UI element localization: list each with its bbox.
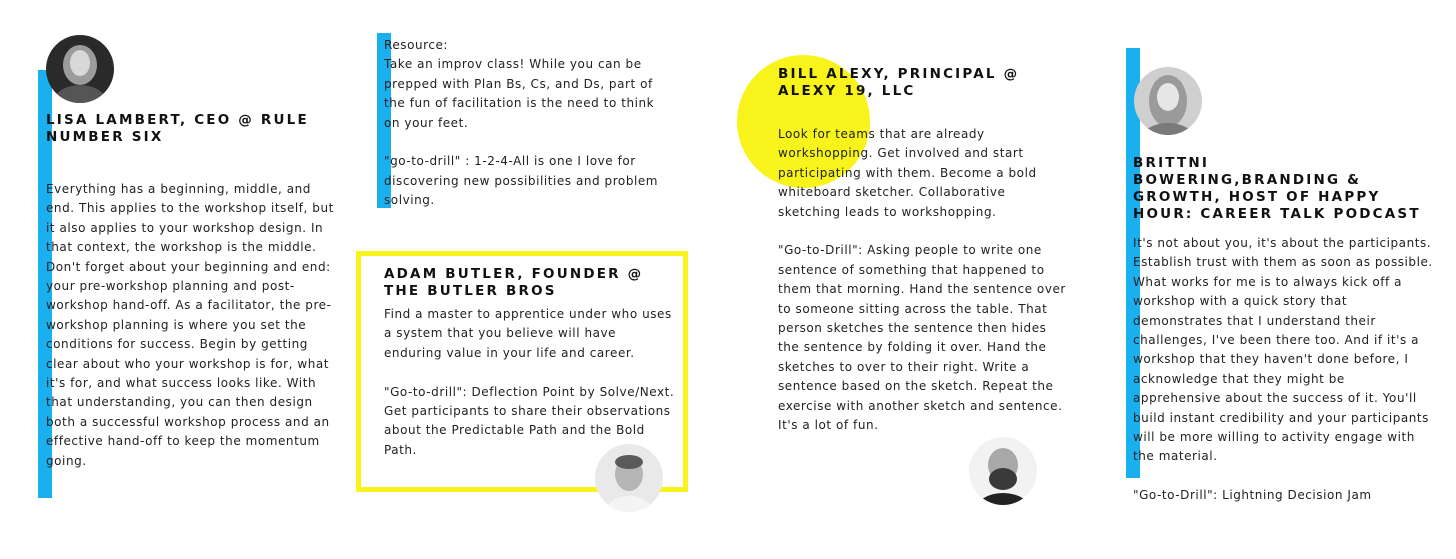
lisa-quote-text: Everything has a beginning, middle, and end. This applies to the workshop itself, but it also applies to your workshop design. In that context, the workshop is the middle. Don't forget about your beginning and end: your pre-workshop planning and post-workshop hand-off. As a facilitator, the pre-workshop planning is where you set the conditions for success. Begin by getting clear about who your workshop is for, what it's for, and what success looks like. With that understanding, you can then design both a successful workshop process and an effective hand-off to keep the momentum going. [46, 182, 334, 468]
bill-quote [778, 125, 1068, 435]
resource-text: Take an improv class! While you can be prepped with Plan Bs, Cs, and Ds, part of the fun of facilitation is the need to think on your feet. [384, 57, 655, 130]
brittni-drill: "Go-to-Drill": Lightning Decision Jam [1133, 488, 1372, 503]
adam-quote-text: Find a master to apprentice under who uses a system that you believe will have enduring value in your life and career. [384, 307, 672, 360]
adam-avatar [595, 444, 663, 512]
adam-drill: "Go-to-drill": Deflection Point by Solve/Next. Get participants to share their observations about the Predictable Path and the Bold Path. [384, 384, 675, 457]
lisa-quote [46, 180, 336, 471]
bill-drill: "Go-to-Drill": Asking people to write one sentence of something that happened to them that morning. Hand the sentence over to someone sitting across the table. That person sketches the sentence then hides the sentence by folding it over. Hand the sketches to over to their right. Write a sentence based on the sketch. Repeat the exercise with another sketch and sentence. It's a lot of fun. [778, 243, 1066, 433]
brittni-quote [1133, 234, 1433, 506]
lisa-name: LISA LAMBERT, CEO @ RULE NUMBER SIX [46, 112, 309, 145]
brittni-quote-text: It's not about you, it's about the participants. Establish trust with them as soon as possible. What works for me is to always kick off a workshop with a quick story that demonstrates that I understand their challenges, I've been there too. And if it's a workshop that they haven't done before, I acknowledge that they might be apprehensive about the success of it. You'll build instant credibility and your participants will be more willing to activity engage with the material. [1133, 236, 1433, 464]
brittni-name: BRITTNI BOWERING,BRANDING & GROWTH, HOST OF HAPPY HOUR: CAREER TALK PODCAST [1133, 155, 1421, 222]
lisa-avatar [46, 35, 114, 103]
adam-quote [384, 305, 678, 460]
bill-quote-text: Look for teams that are already workshopping. Get involved and start participating with them. Become a bold whiteboard sketcher. Collaborative sketching leads to workshopping. [778, 127, 1037, 219]
bill-photo [969, 437, 1037, 505]
brittni-photo [1134, 67, 1202, 135]
lisa-photo [46, 35, 114, 103]
bill-avatar [969, 437, 1037, 505]
adam-photo [595, 444, 663, 512]
adam-name: ADAM BUTLER, FOUNDER @ THE BUTLER BROS [384, 266, 644, 299]
brittni-avatar [1134, 67, 1202, 135]
resource-block [384, 36, 674, 211]
bill-name: BILL ALEXY, PRINCIPAL @ ALEXY 19, LLC [778, 66, 1020, 99]
resource-drill: "go-to-drill" : 1-2-4-All is one I love for discovering new possibilities and problem solving. [384, 154, 659, 208]
resource-heading: Resource: [384, 38, 449, 52]
